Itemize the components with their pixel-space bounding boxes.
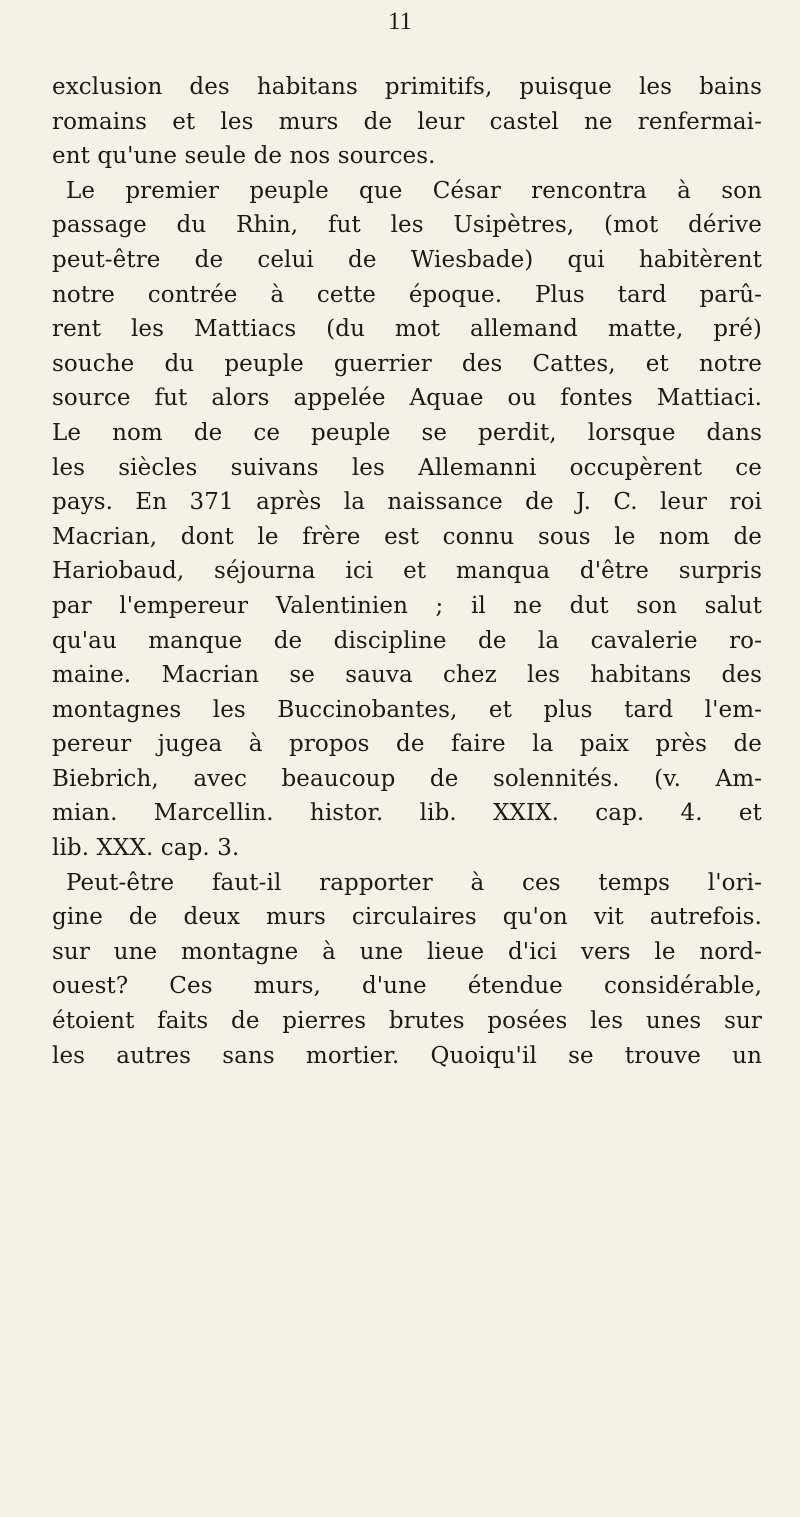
text-line: passage du Rhin, fut les Usipètres, (mot dérive: [52, 212, 762, 239]
text-line: montagnes les Buccinobantes, et plus tard l'em-: [52, 696, 762, 723]
text-line: ouest? Ces murs, d'une étendue considérable,: [52, 973, 762, 1000]
page-number: 11: [387, 8, 413, 35]
text-line: peut-être de celui de Wiesbade) qui habitèrent: [52, 246, 762, 273]
text-line: Hariobaud, séjourna ici et manqua d'être surpris: [52, 558, 762, 585]
text-line: les autres sans mortier. Quoiqu'il se trouve un: [52, 1042, 762, 1069]
text-line: pays. En 371 après la naissance de J. C. leur roi: [52, 489, 762, 516]
text-line: sur une montagne à une lieue d'ici vers le nord-: [52, 938, 762, 965]
text-line: lib. XXX. cap. 3.: [52, 835, 240, 862]
text-line: Macrian, dont le frère est connu sous le nom de: [52, 523, 762, 550]
body-text: [52, 70, 762, 1073]
text-line: source fut alors appelée Aquae ou fontes Mattiaci.: [52, 385, 762, 412]
text-line: rent les Mattiacs (du mot allemand matte, pré): [52, 316, 762, 343]
text-line: Peut-être faut-il rapporter à ces temps l'ori-: [66, 869, 762, 896]
text-line: qu'au manque de discipline de la cavalerie ro-: [52, 627, 762, 654]
text-line: exclusion des habitans primitifs, puisque les bains: [52, 74, 762, 100]
text-line: romains et les murs de leur castel ne renfermai-: [52, 108, 762, 135]
text-line: étoient faits de pierres brutes posées les unes sur: [52, 1008, 762, 1035]
text-line: les siècles suivans les Allemanni occupèrent ce: [52, 454, 762, 481]
text-line: notre contrée à cette époque. Plus tard parû-: [52, 281, 762, 308]
text-line: Le premier peuple que César rencontra à son: [66, 177, 762, 204]
text-line: mian. Marcellin. histor. lib. XXIX. cap. 4. et: [52, 800, 762, 827]
text-line: gine de deux murs circulaires qu'on vit autrefois.: [52, 904, 762, 931]
text-line: Le nom de ce peuple se perdit, lorsque dans: [52, 419, 762, 446]
text-line: par l'empereur Valentinien ; il ne dut son salut: [52, 592, 762, 619]
text-line: Biebrich, avec beaucoup de solennités. (v. Am-: [52, 765, 762, 792]
text-line: maine. Macrian se sauva chez les habitans des: [52, 662, 762, 689]
text-line: souche du peuple guerrier des Cattes, et notre: [52, 350, 762, 377]
text-line: pereur jugea à propos de faire la paix près de: [52, 731, 762, 758]
text-line: ent qu'une seule de nos sources.: [52, 143, 436, 170]
